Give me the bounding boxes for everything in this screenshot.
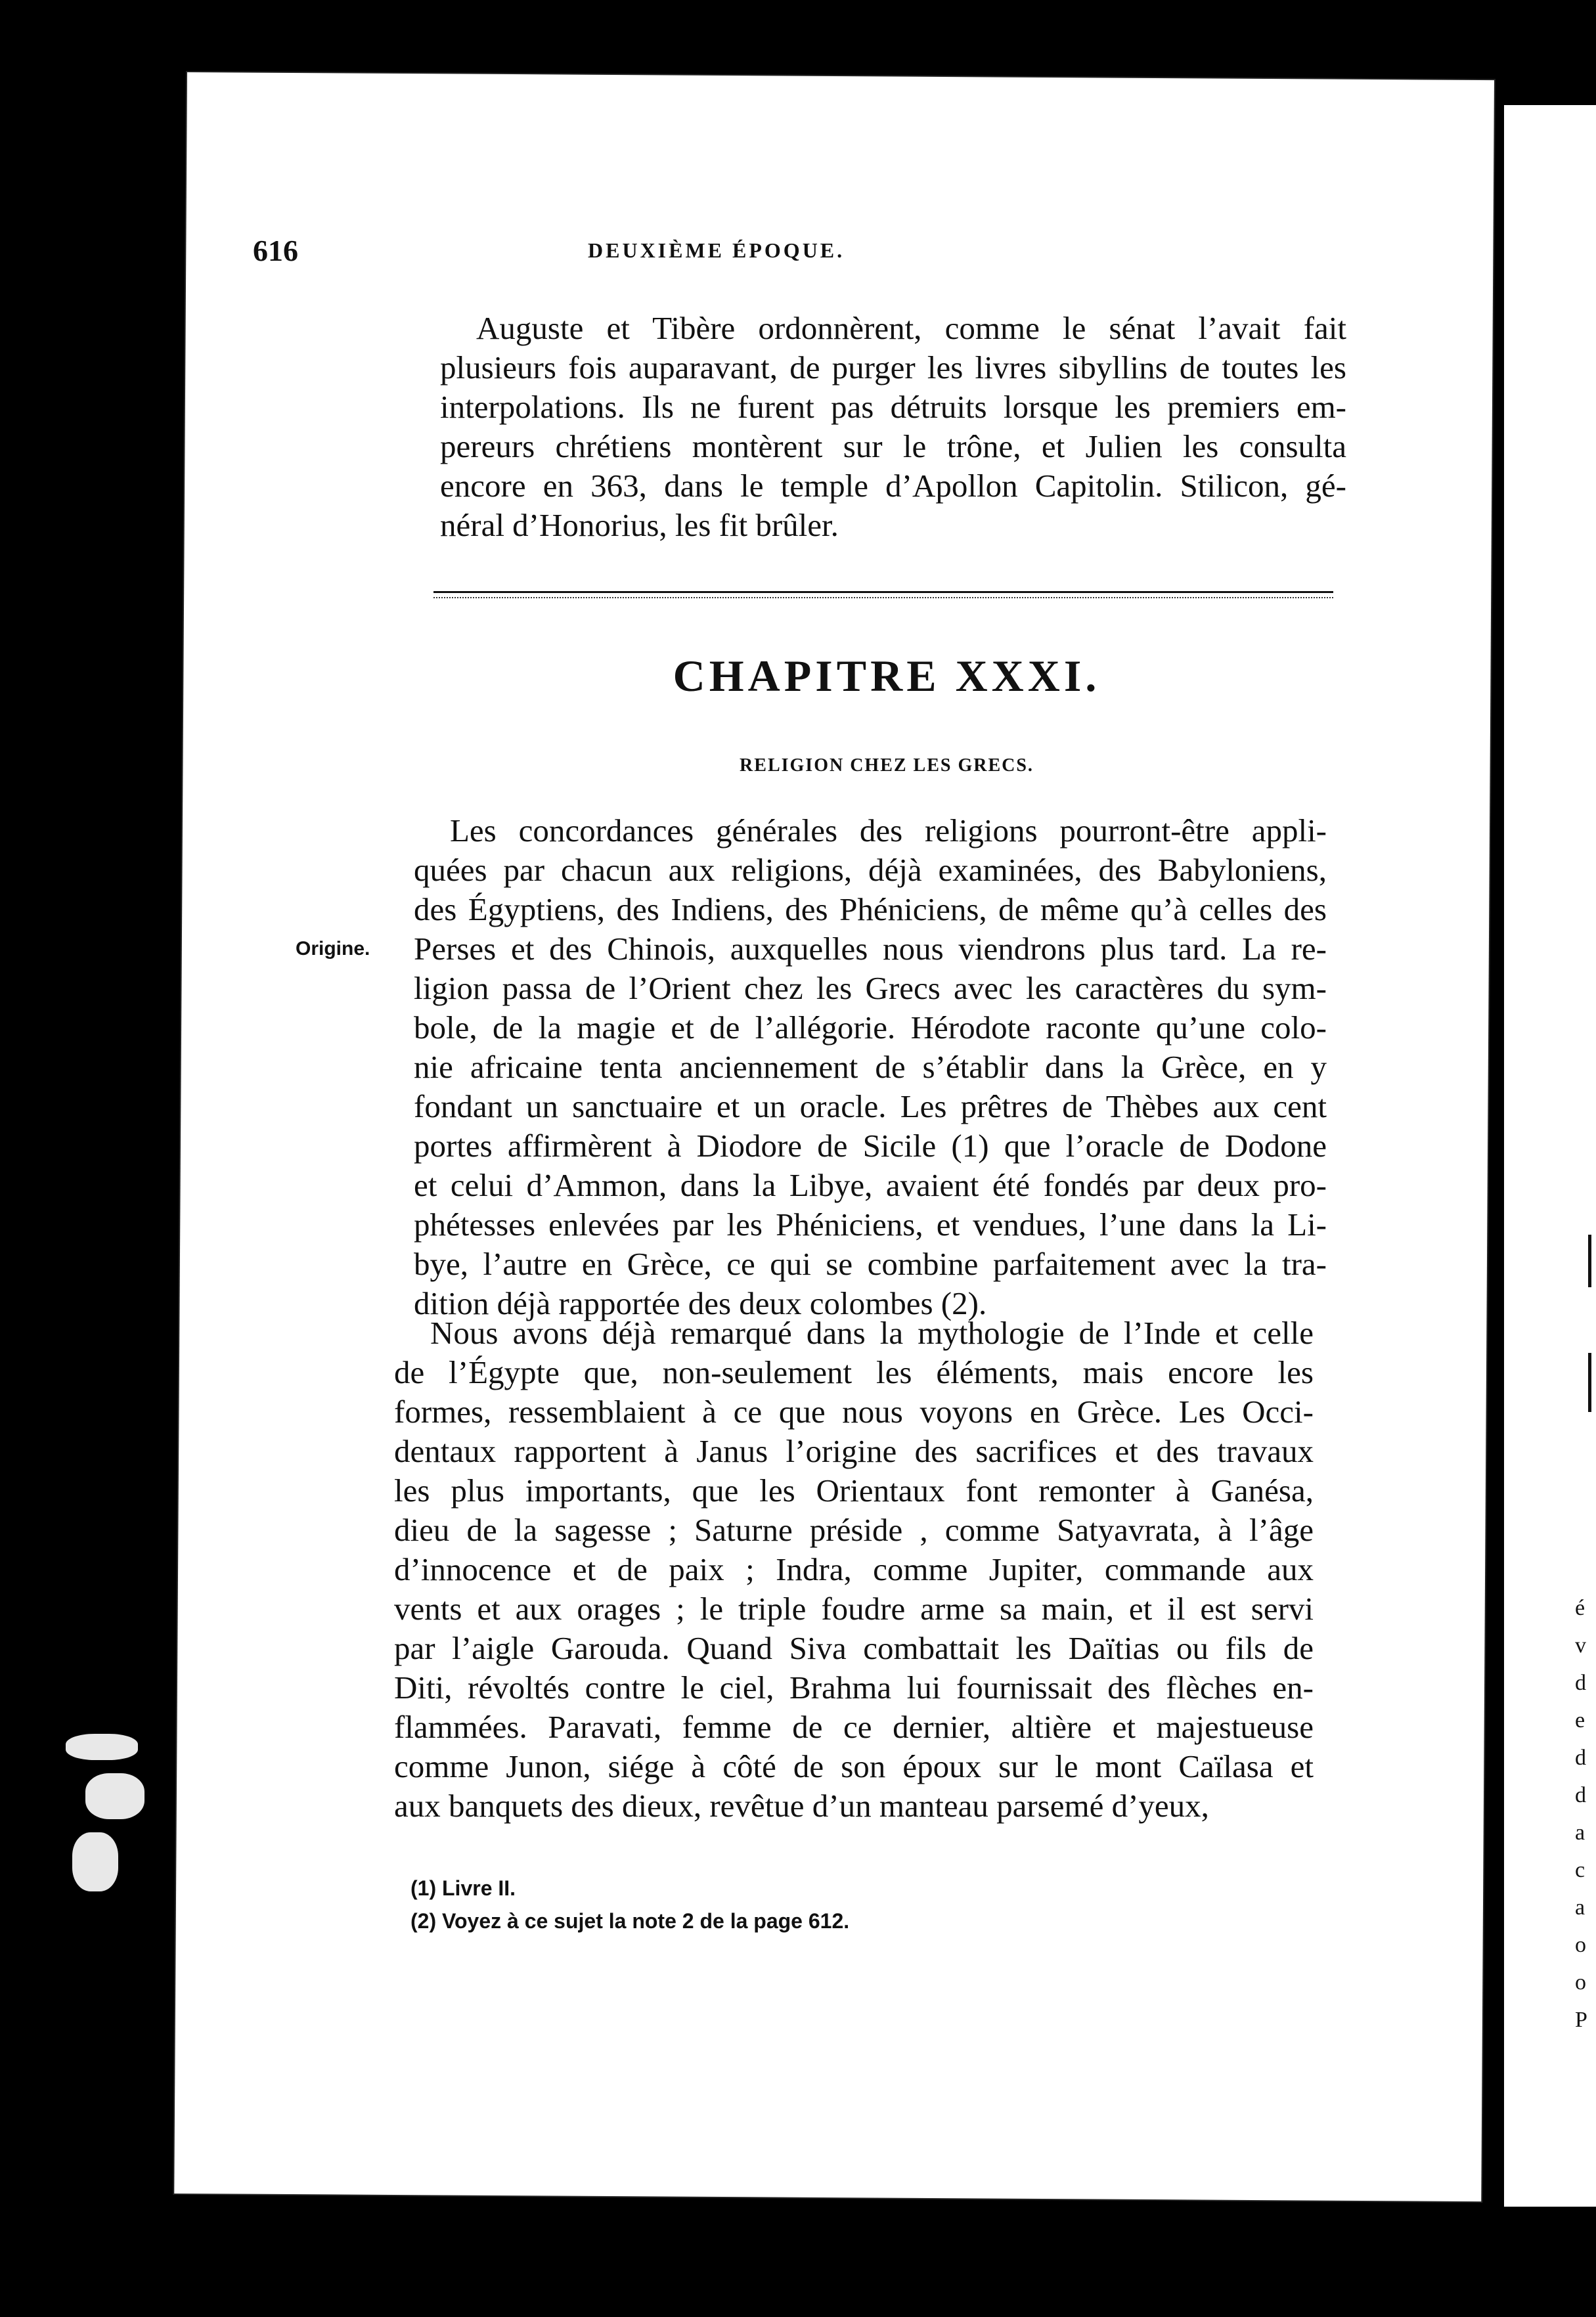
facing-page-letter: P bbox=[1575, 2008, 1587, 2032]
facing-page-letter: o bbox=[1575, 1933, 1586, 1957]
text-line: Diti, révoltés contre le ciel, Brahma lui fournissait des flèches en- bbox=[394, 1669, 1314, 1706]
facing-page-letter: v bbox=[1575, 1633, 1586, 1658]
text-line: nie africaine tenta anciennement de s’établir dans la Grèce, en y bbox=[414, 1049, 1327, 1085]
page-number: 616 bbox=[253, 234, 298, 267]
footnote: (1) Livre II. bbox=[410, 1876, 516, 1900]
text-line: plusieurs fois auparavant, de purger les livres sibyllins de toutes les bbox=[440, 349, 1346, 386]
text-line: Les concordances générales des religions pourront-être appli- bbox=[450, 812, 1327, 849]
facing-page-letter: a bbox=[1575, 1895, 1585, 1920]
text-line: encore en 363, dans le temple d’Apollon Capitolin. Stilicon, gé- bbox=[440, 468, 1346, 504]
text-line: phétesses enlevées par les Phéniciens, et vendues, l’une dans la Li- bbox=[414, 1206, 1327, 1243]
text-line: dentaux rapportent à Janus l’origine des sacrifices et des travaux bbox=[394, 1433, 1314, 1469]
facing-page-letter: d bbox=[1575, 1671, 1586, 1695]
scan-artifact bbox=[66, 1734, 138, 1760]
text-line: portes affirmèrent à Diodore de Sicile (1) que l’oracle de Dodone bbox=[414, 1128, 1327, 1164]
text-line: dieu de la sagesse ; Saturne préside , comme Satyavrata, à l’âge bbox=[394, 1512, 1314, 1548]
text-line: vents et aux orages ; le triple foudre arme sa main, et il est servi bbox=[394, 1591, 1314, 1627]
text-line: interpolations. Ils ne furent pas détruits lorsque les premiers em- bbox=[440, 389, 1346, 425]
text-line: Perses et des Chinois, auxquelles nous viendrons plus tard. La re- bbox=[414, 931, 1327, 967]
scan-artifact bbox=[85, 1773, 144, 1819]
page-header bbox=[253, 233, 1356, 273]
paragraph-origine bbox=[414, 811, 1327, 1323]
scan-artifact bbox=[72, 1832, 118, 1891]
text-line: pereurs chrétiens montèrent sur le trône, et Julien les consulta bbox=[440, 428, 1346, 464]
text-line: et celui d’Ammon, dans la Libye, avaient été fondés par deux pro- bbox=[414, 1167, 1327, 1203]
facing-page-letter: d bbox=[1575, 1783, 1586, 1807]
text-line: quées par chacun aux religions, déjà examinées, des Babyloniens, bbox=[414, 852, 1327, 888]
facing-page-letter: d bbox=[1575, 1746, 1586, 1770]
footnotes bbox=[410, 1872, 1264, 1937]
running-head: DEUXIÈME ÉPOQUE. bbox=[588, 238, 845, 262]
facing-page-letter: a bbox=[1575, 1820, 1585, 1845]
footnote: (2) Voyez à ce sujet la note 2 de la page 612. bbox=[410, 1909, 850, 1933]
text-line: ligion passa de l’Orient chez les Grecs avec les caractères du sym- bbox=[414, 970, 1327, 1006]
text-line: Nous avons déjà remarqué dans la mythologie de l’Inde et celle bbox=[430, 1315, 1314, 1351]
text-line: les plus importants, que les Orientaux font remonter à Ganésa, bbox=[394, 1472, 1314, 1509]
text-line: des Égyptiens, des Indiens, des Phéniciens, de même qu’à celles des bbox=[414, 891, 1327, 927]
margin-note: Origine. bbox=[296, 938, 370, 960]
text-line: formes, ressemblaient à ce que nous voyons en Grèce. Les Occi- bbox=[394, 1394, 1314, 1430]
chapter-subtitle: RELIGION CHEZ LES GRECS. bbox=[740, 755, 1034, 776]
chapter-title: CHAPITRE XXXI. bbox=[673, 651, 1101, 701]
facing-page-mark bbox=[1588, 1353, 1591, 1412]
text-line: par l’aigle Garouda. Quand Siva combattait les Daïtias ou fils de bbox=[394, 1630, 1314, 1666]
section-rule bbox=[433, 591, 1333, 598]
facing-page-letter: e bbox=[1575, 1708, 1585, 1732]
facing-page-mark bbox=[1588, 1235, 1591, 1287]
text-line: flammées. Paravati, femme de ce dernier, altière et majestueuse bbox=[394, 1709, 1314, 1745]
paragraph-mythologie bbox=[394, 1313, 1314, 1826]
text-line: aux banquets des dieux, revêtue d’un manteau parsemé d’yeux, bbox=[394, 1788, 1209, 1824]
text-line: bole, de la magie et de l’allégorie. Hérodote raconte qu’une colo- bbox=[414, 1009, 1327, 1046]
facing-page-letters bbox=[1575, 1589, 1596, 2039]
opening-paragraph bbox=[440, 309, 1346, 545]
text-line: Auguste et Tibère ordonnèrent, comme le sénat l’avait fait bbox=[476, 310, 1346, 346]
facing-page-letter: o bbox=[1575, 1970, 1586, 1995]
text-line: comme Junon, siége à côté de son époux sur le mont Caïlasa et bbox=[394, 1748, 1314, 1784]
text-line: d’innocence et de paix ; Indra, comme Jupiter, commande aux bbox=[394, 1551, 1314, 1587]
text-line: dition déjà rapportée des deux colombes (2). bbox=[414, 1285, 987, 1321]
text-line: fondant un sanctuaire et un oracle. Les prêtres de Thèbes aux cent bbox=[414, 1088, 1327, 1124]
text-line: bye, l’autre en Grèce, ce qui se combine parfaitement avec la tra- bbox=[414, 1246, 1327, 1282]
text-line: de l’Égypte que, non-seulement les éléments, mais encore les bbox=[394, 1354, 1314, 1390]
facing-page-letter: c bbox=[1575, 1858, 1585, 1882]
facing-page-letter: é bbox=[1575, 1596, 1585, 1620]
text-line: néral d’Honorius, les fit brûler. bbox=[440, 507, 839, 543]
